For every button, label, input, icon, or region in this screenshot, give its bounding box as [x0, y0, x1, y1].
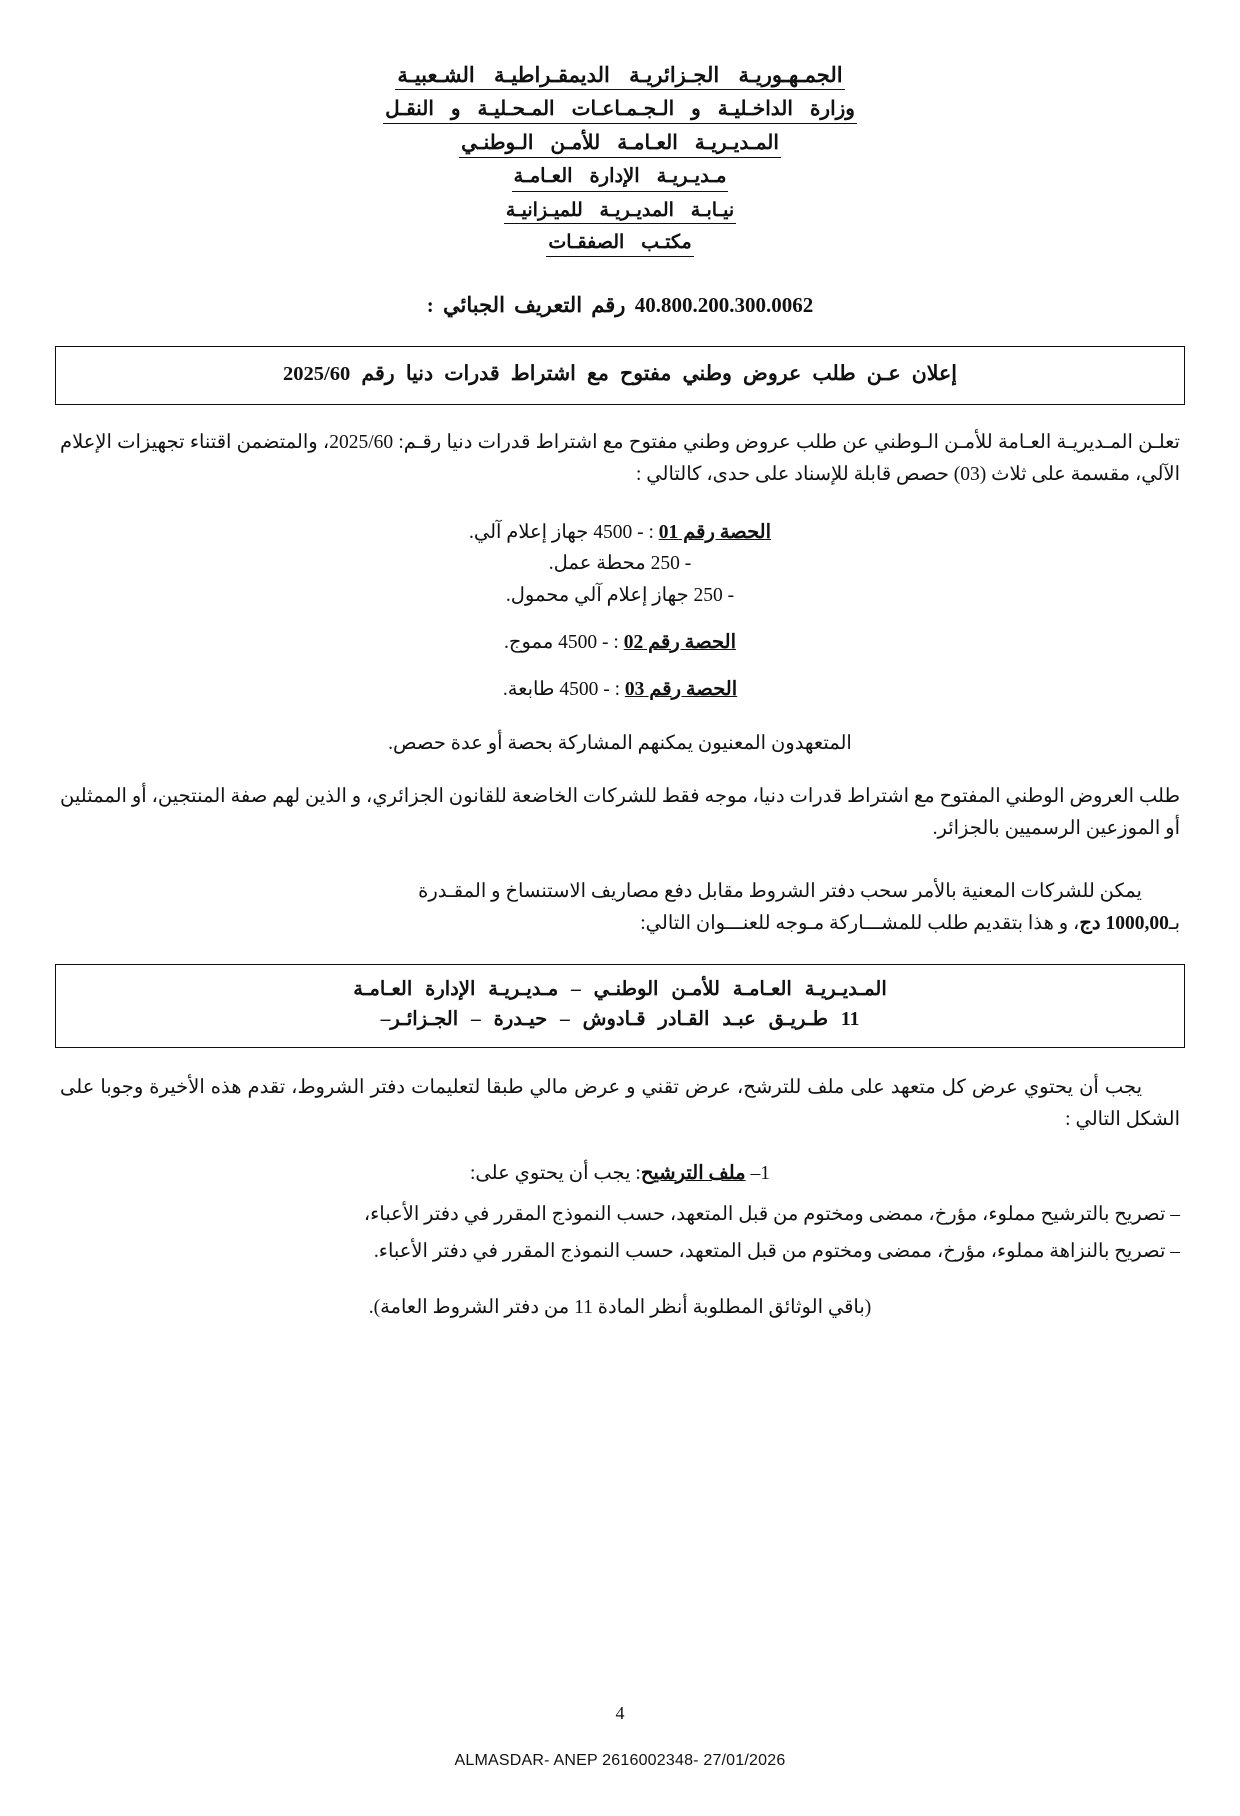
footer-reference: ALMASDAR- ANEP 2616002348- 27/01/2026 — [454, 1752, 786, 1769]
lots-list — [60, 517, 1180, 705]
candidacy-bullet: – تصريح بالترشيح مملوء، مؤرخ، ممضى ومختوم من قبل المتعهد، حسب النموذج المقرر في دفتر الأعباء، — [363, 1203, 1180, 1225]
withdrawal-prefix: بـ — [1168, 912, 1180, 934]
address-line-1: المـديـريـة العـامـة للأمـن الوطنـي – مـديـريـة الإدارة العـامـة — [353, 978, 887, 1000]
withdrawal-text-1: يمكن للشركات المعنية بالأمر سحب دفتر الشروط مقابل دفع مصاريف الاستنساخ و المقـدرة — [418, 880, 1142, 902]
candidacy-file-number: 1– — [750, 1162, 770, 1184]
page-number: 4 — [615, 1703, 625, 1723]
tax-identification-label: رقم التعريف الجبائي : — [426, 293, 626, 318]
lot-title: الحصة رقم 02 — [623, 631, 736, 653]
withdrawal-text-2: ، و هذا بتقديم طلب للمشـــاركة مـوجه للعنـــوان التالي: — [640, 912, 1080, 934]
lot-line-text: : - 4500 مموج. — [504, 631, 619, 653]
candidacy-file-rest: : يجب أن يحتوي على: — [470, 1162, 641, 1184]
lot-line-text: - 250 جهاز إعلام آلي محمول. — [505, 584, 735, 606]
letterhead-line-4: مـديـريـة الإدارة العـامـة — [512, 165, 729, 191]
letterhead — [0, 62, 1240, 257]
offers-intro-paragraph: يجب أن يحتوي عرض كل متعهد على ملف للترشح، عرض تقني و عرض مالي طبقا لتعليمات دفتر الشروط، تقدم هذه الأخيرة وجوبا على الشكل التالي : — [60, 1077, 1180, 1131]
participation-note: المتعهدون المعنيون يمكنهم المشاركة بحصة أو عدة حصص. — [388, 733, 852, 755]
document-page — [0, 62, 1240, 1816]
lot-title: الحصة رقم 03 — [624, 678, 738, 700]
letterhead-line-1: الجمـهـوريـة الجـزائريـة الديمقـراطيـة الشـعبيـة — [395, 62, 844, 90]
letterhead-line-3: المـديـريـة العـامـة للأمـن الـوطنـي — [459, 131, 781, 158]
withdrawal-amount: 1000,00 دج — [1079, 912, 1169, 934]
candidacy-bullet: – تصريح بالنزاهة مملوء، مؤرخ، ممضى ومختوم من قبل المتعهد، حسب النموذج المقرر في دفتر الأعباء. — [373, 1240, 1180, 1262]
letterhead-line-2: وزارة الداخـليـة و الـجـمـاعـات المـحـليـة و النقـل — [383, 97, 857, 124]
tax-identification-line — [0, 293, 1240, 318]
tax-identification-number: 40.800.200.300.0062 — [634, 293, 814, 318]
lot-item — [60, 627, 1180, 658]
announcement-title-box — [55, 346, 1185, 405]
lot-title: الحصة رقم 01 — [658, 522, 772, 544]
letterhead-line-6: مكتـب الصفقـات — [546, 231, 693, 257]
documents-note: (باقي الوثائق المطلوبة أنظر المادة 11 من دفتر الشروط العامة). — [368, 1297, 872, 1318]
address-line-2: 11 طـريـق عبـد القـادر قـادوش – حيـدرة – الجـزائـر– — [380, 1009, 860, 1031]
withdrawal-paragraph — [60, 876, 1180, 940]
lot-line-text: : - 4500 جهاز إعلام آلي. — [468, 522, 654, 544]
candidacy-file-heading — [60, 1161, 1180, 1185]
address-box — [55, 964, 1185, 1048]
letterhead-line-5: نيـابـة المديـريـة للميـزانيـة — [504, 199, 736, 225]
announcement-title: إعلان عـن طلب عروض وطني مفتوح مع اشتراط قدرات دنيا رقم 2025/60 — [283, 363, 957, 386]
lot-line-text: : - 4500 طابعة. — [502, 678, 621, 700]
lot-item — [60, 674, 1180, 705]
lot-item — [60, 517, 1180, 611]
lot-line-text: - 250 محطة عمل. — [548, 553, 692, 575]
eligibility-paragraph: طلب العروض الوطني المفتوح مع اشتراط قدرات دنيا، موجه فقط للشركات الخاضعة للقانون الجزائري، و الذين لهم صفة المنتجين، أو الممثلين أو الموزعين الرسميين بالجزائر. — [60, 786, 1180, 840]
candidacy-file-label: ملف الترشيح — [640, 1162, 746, 1184]
intro-paragraph: تعلـن المـديريـة العـامة للأمـن الـوطني عن طلب عروض وطني مفتوح مع اشتراط قدرات دنيا رقـم: 2025/60، والمتضمن اقتناء تجهيزات الإعلام الآلي، مقسمة على ثلاث (03) حصص قابلة للإسناد على حدى، كالتالي : — [60, 431, 1180, 486]
